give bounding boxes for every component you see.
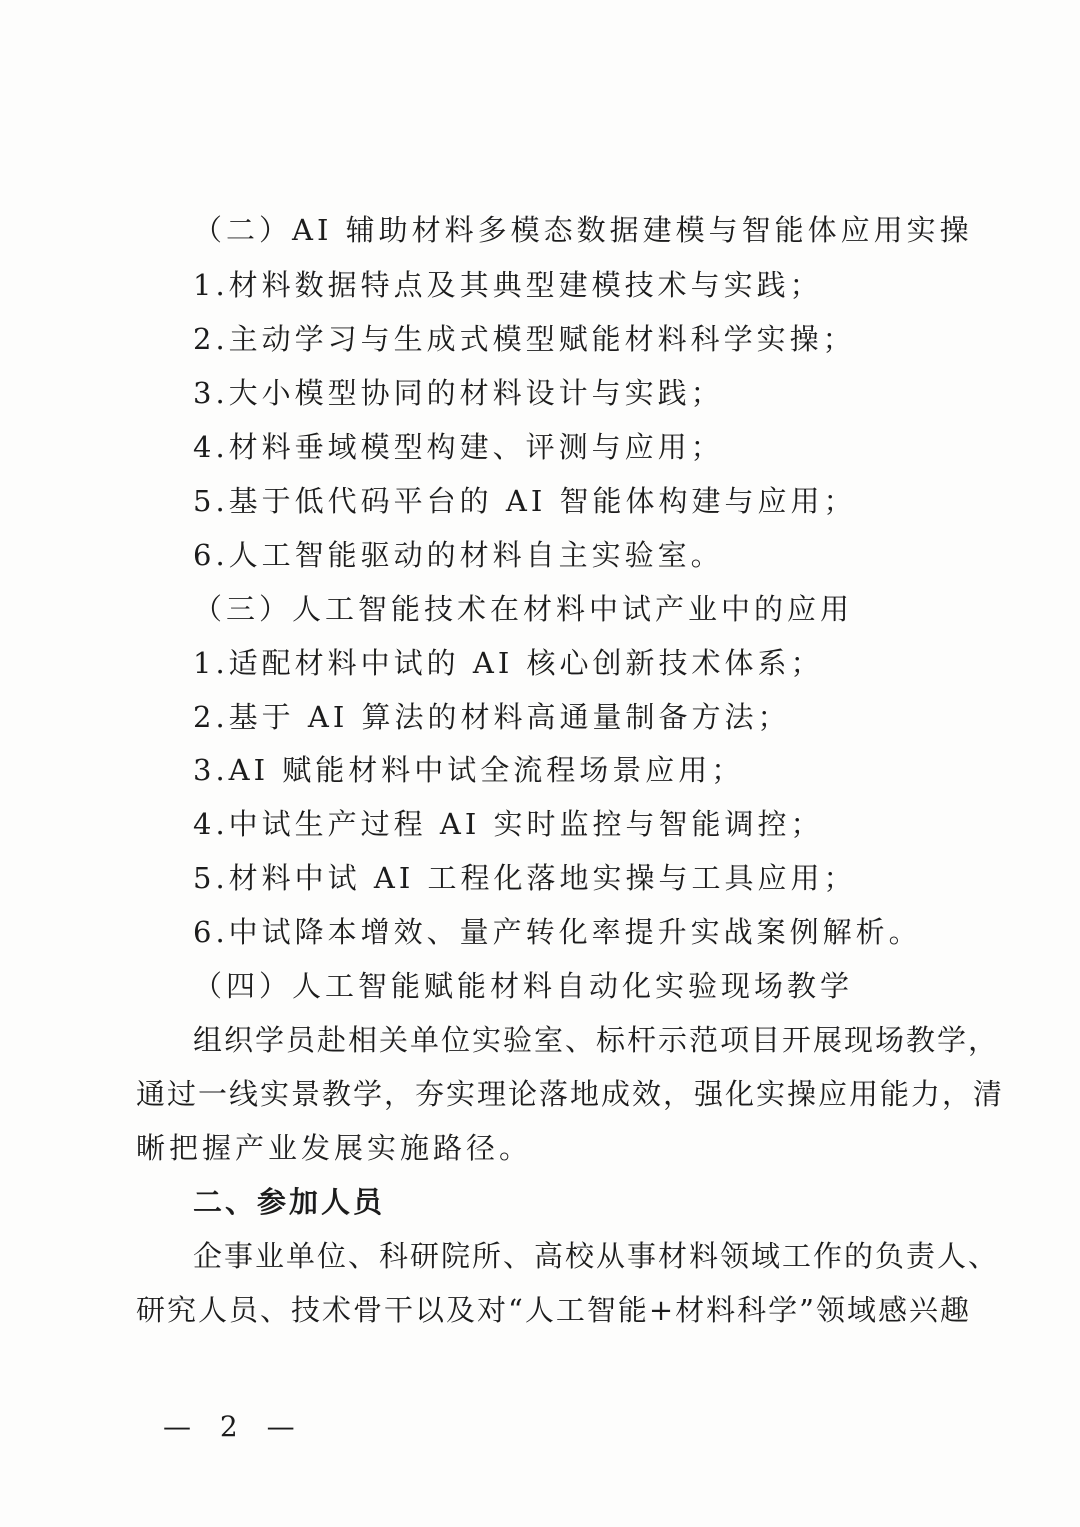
page-number: — 2 —: [163, 1410, 305, 1443]
paragraph-line: 通过一线实景教学，夯实理论落地成效，强化实操应用能力，清: [136, 1077, 1005, 1111]
list-item: 4.材料垂域模型构建、评测与应用；: [193, 430, 724, 464]
section-heading-3: （三）人工智能技术在材料中试产业中的应用: [193, 592, 854, 626]
list-item: 4.中试生产过程 AI 实时监控与智能调控；: [193, 807, 824, 841]
list-item: 5.基于低代码平台的 AI 智能体构建与应用；: [193, 484, 857, 518]
section-heading-4: （四）人工智能赋能材料自动化实验现场教学: [193, 969, 854, 1003]
list-item: 3.大小模型协同的材料设计与实践；: [193, 376, 724, 410]
paragraph-line: 组织学员赴相关单位实验室、标杆示范项目开展现场教学，: [193, 1023, 1000, 1057]
list-item: 5.材料中试 AI 工程化落地实操与工具应用；: [193, 861, 857, 895]
list-item: 2.基于 AI 算法的材料高通量制备方法；: [193, 700, 791, 734]
list-item: 2.主动学习与生成式模型赋能材料科学实操；: [193, 322, 856, 356]
list-item: 6.人工智能驱动的材料自主实验室。: [193, 538, 724, 572]
list-item: 1.适配材料中试的 AI 核心创新技术体系；: [193, 646, 824, 680]
list-item: 3.AI 赋能材料中试全流程场景应用；: [193, 753, 745, 787]
participants-heading: 二、参加人员: [193, 1185, 386, 1219]
list-item: 6.中试降本增效、量产转化率提升实战案例解析。: [193, 915, 922, 949]
list-item: 1.材料数据特点及其典型建模技术与实践；: [193, 268, 823, 302]
paragraph-line: 企事业单位、科研院所、高校从事材料领域工作的负责人、: [193, 1239, 1000, 1273]
paragraph-line: 晰把握产业发展实施路径。: [136, 1131, 533, 1165]
paragraph-line: 研究人员、技术骨干以及对“人工智能+材料科学”领域感兴趣: [136, 1293, 971, 1327]
section-heading-2: （二）AI 辅助材料多模态数据建模与智能体应用实操: [193, 213, 973, 247]
